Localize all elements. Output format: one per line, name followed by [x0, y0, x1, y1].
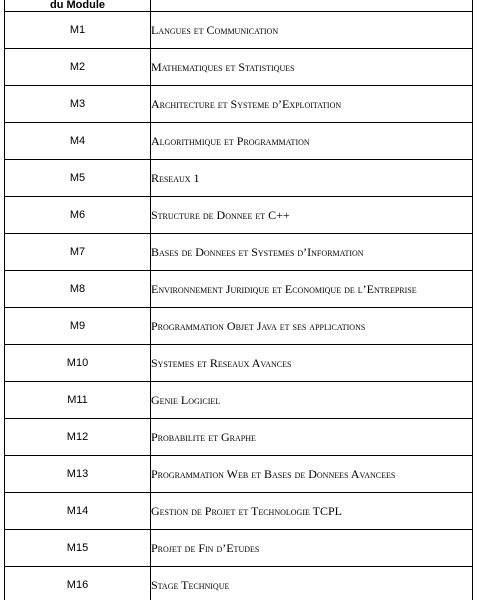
- table-row: [5, 419, 473, 456]
- module-title: Programmation Objet Java et ses applications: [151, 308, 473, 345]
- module-title-header: [151, 0, 473, 12]
- table-row: [5, 456, 473, 493]
- table-row: [5, 345, 473, 382]
- module-title: Bases de Donnees et Systemes d’Information: [151, 234, 473, 271]
- module-title: Langues et Communication: [151, 12, 473, 49]
- module-title: Gestion de Projet et Technologie TCPL: [151, 493, 473, 530]
- module-code: M9: [5, 308, 151, 345]
- module-title: Algorithmique et Programmation: [151, 123, 473, 160]
- table-row: [5, 86, 473, 123]
- module-title: Stage Technique: [151, 567, 473, 600]
- table-row: [5, 12, 473, 49]
- module-code: M11: [5, 382, 151, 419]
- table-row: [5, 271, 473, 308]
- table-row: [5, 382, 473, 419]
- module-title: Programmation Web et Bases de Donnees Avancees: [151, 456, 473, 493]
- table-row: [5, 308, 473, 345]
- module-code: M15: [5, 530, 151, 567]
- table-row: [5, 197, 473, 234]
- table-row: [5, 530, 473, 567]
- module-title: Genie Logiciel: [151, 382, 473, 419]
- table-row: [5, 567, 473, 600]
- module-code: M7: [5, 234, 151, 271]
- module-title: Environnement Juridique et Economique de l’Entreprise: [151, 271, 473, 308]
- module-title: Probabilite et Graphe: [151, 419, 473, 456]
- module-code: M4: [5, 123, 151, 160]
- module-title: Projet de Fin d’Etudes: [151, 530, 473, 567]
- module-title: Reseaux 1: [151, 160, 473, 197]
- module-code: M1: [5, 12, 151, 49]
- module-title: Mathematiques et Statistiques: [151, 49, 473, 86]
- table-row: [5, 49, 473, 86]
- table-row: [5, 234, 473, 271]
- module-code-header: du Module: [5, 0, 151, 12]
- module-title: Architecture et Systeme d’Exploitation: [151, 86, 473, 123]
- module-code: M8: [5, 271, 151, 308]
- module-code: M5: [5, 160, 151, 197]
- module-code: M3: [5, 86, 151, 123]
- module-code: M2: [5, 49, 151, 86]
- module-code: M10: [5, 345, 151, 382]
- module-code: M14: [5, 493, 151, 530]
- table-row: [5, 160, 473, 197]
- module-code: M16: [5, 567, 151, 600]
- module-rows: [5, 12, 473, 600]
- module-code: M13: [5, 456, 151, 493]
- table-row: [5, 123, 473, 160]
- module-code: M6: [5, 197, 151, 234]
- table-row: [5, 493, 473, 530]
- module-title: Structure de Donnee et C++: [151, 197, 473, 234]
- table-header-row: [5, 0, 473, 12]
- module-title: Systemes et Reseaux Avances: [151, 345, 473, 382]
- module-table: [4, 0, 473, 600]
- module-code: M12: [5, 419, 151, 456]
